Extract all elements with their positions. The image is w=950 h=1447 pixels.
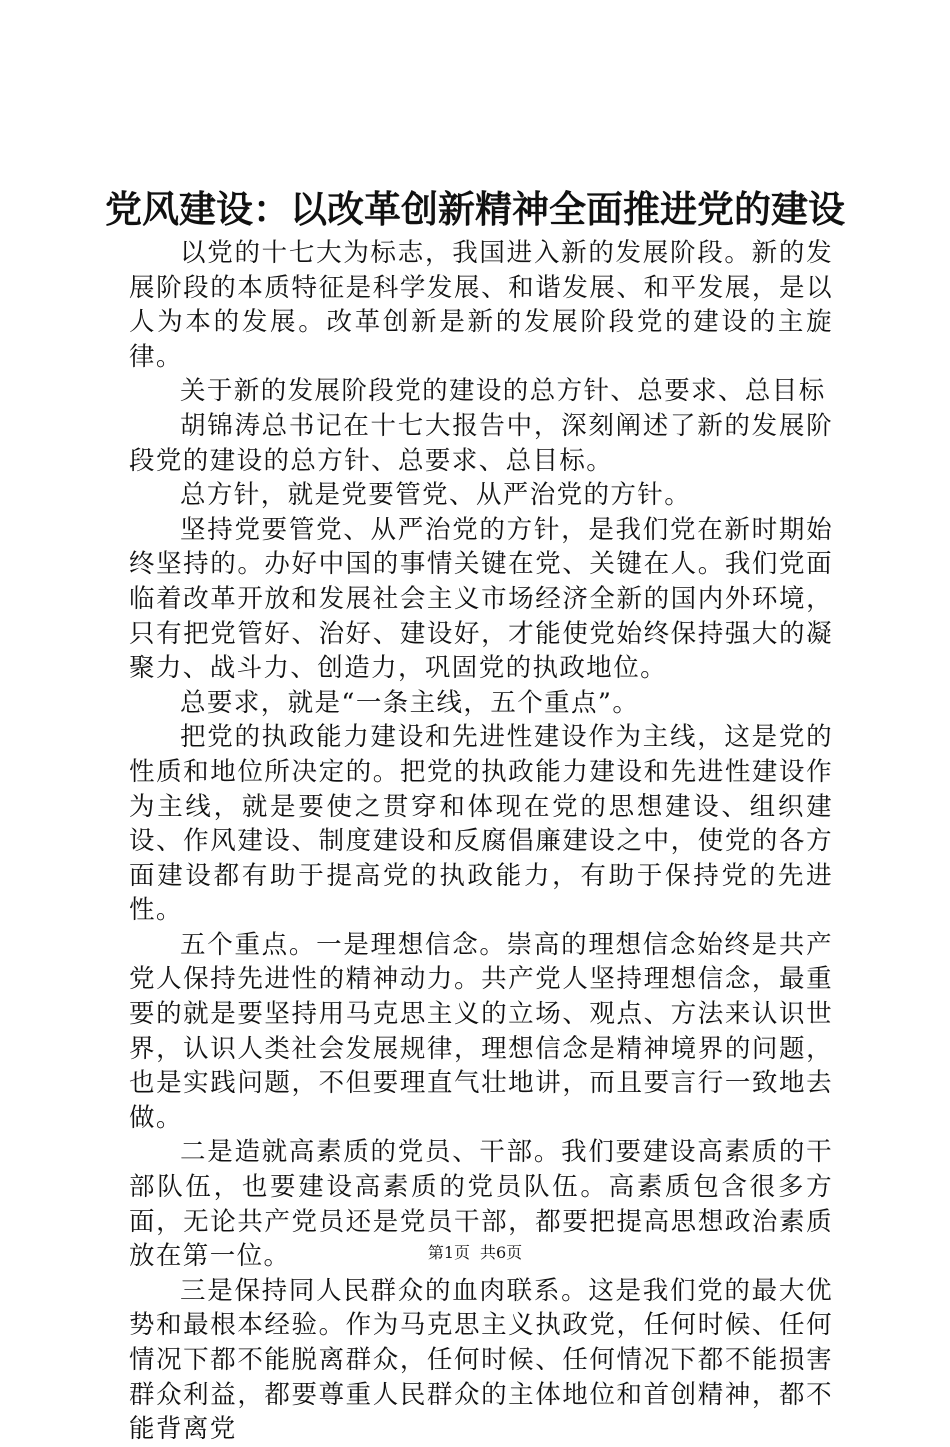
document-title: 党风建设：以改革创新精神全面推进党的建设 xyxy=(105,187,845,231)
paragraph: 三是保持同人民群众的血肉联系。这是我们党的最大优势和最根本经验。作为马克思主义执政党，任何时候、任何情况下都不能脱离群众，任何时候、任何情况下都不能损害群众利益，都要尊重人民群众的主体地位和首创精神，都不能背离党 xyxy=(129,1275,833,1445)
document-body xyxy=(129,236,833,1447)
paragraph: 总方针，就是党要管党、从严治党的方针。 xyxy=(180,480,692,511)
paragraph: 关于新的发展阶段党的建设的总方针、总要求、总目标 xyxy=(180,376,826,407)
page-number-current: 第1页 xyxy=(427,1243,470,1262)
paragraph: 胡锦涛总书记在十七大报告中，深刻阐述了新的发展阶段党的建设的总方针、总要求、总目标。 xyxy=(129,410,833,476)
paragraph: 坚持党要管党、从严治党的方针，是我们党在新时期始终坚持的。办好中国的事情关键在党、关键在人。我们党面临着改革开放和发展社会主义市场经济全新的国内外环境，只有把党管好、治好、建设好，才能使党始终保持强大的凝聚力、战斗力、创造力，巩固党的执政地位。 xyxy=(129,514,833,684)
paragraph: 把党的执政能力建设和先进性建设作为主线，这是党的性质和地位所决定的。把党的执政能力建设和先进性建设作为主线，就是要使之贯穿和体现在党的思想建设、组织建设、作风建设、制度建设和反腐倡廉建设之中，使党的各方面建设都有助于提高党的执政能力，有助于保持党的先进性。 xyxy=(129,722,833,926)
paragraph: 五个重点。一是理想信念。崇高的理想信念始终是共产党人保持先进性的精神动力。共产党人坚持理想信念，最重要的就是要坚持用马克思主义的立场、观点、方法来认识世界，认识人类社会发展规律，理想信念是精神境界的问题，也是实践问题，不但要理直气壮地讲，而且要言行一致地去做。 xyxy=(129,929,833,1133)
page-number-total: 共6页 xyxy=(480,1243,523,1262)
paragraph: 总要求，就是“一条主线，五个重点”。 xyxy=(180,687,640,718)
paragraph: 以党的十七大为标志，我国进入新的发展阶段。新的发展阶段的本质特征是科学发展、和谐发展、和平发展，是以人为本的发展。改革创新是新的发展阶段党的建设的主旋律。 xyxy=(129,238,833,372)
paragraph: 二是造就高素质的党员、干部。我们要建设高素质的干部队伍，也要建设高素质的党员队伍。高素质包含很多方面，无论共产党员还是党员干部，都要把提高思想政治素质放在第一位。 xyxy=(129,1137,833,1272)
page-footer xyxy=(0,1242,950,1264)
